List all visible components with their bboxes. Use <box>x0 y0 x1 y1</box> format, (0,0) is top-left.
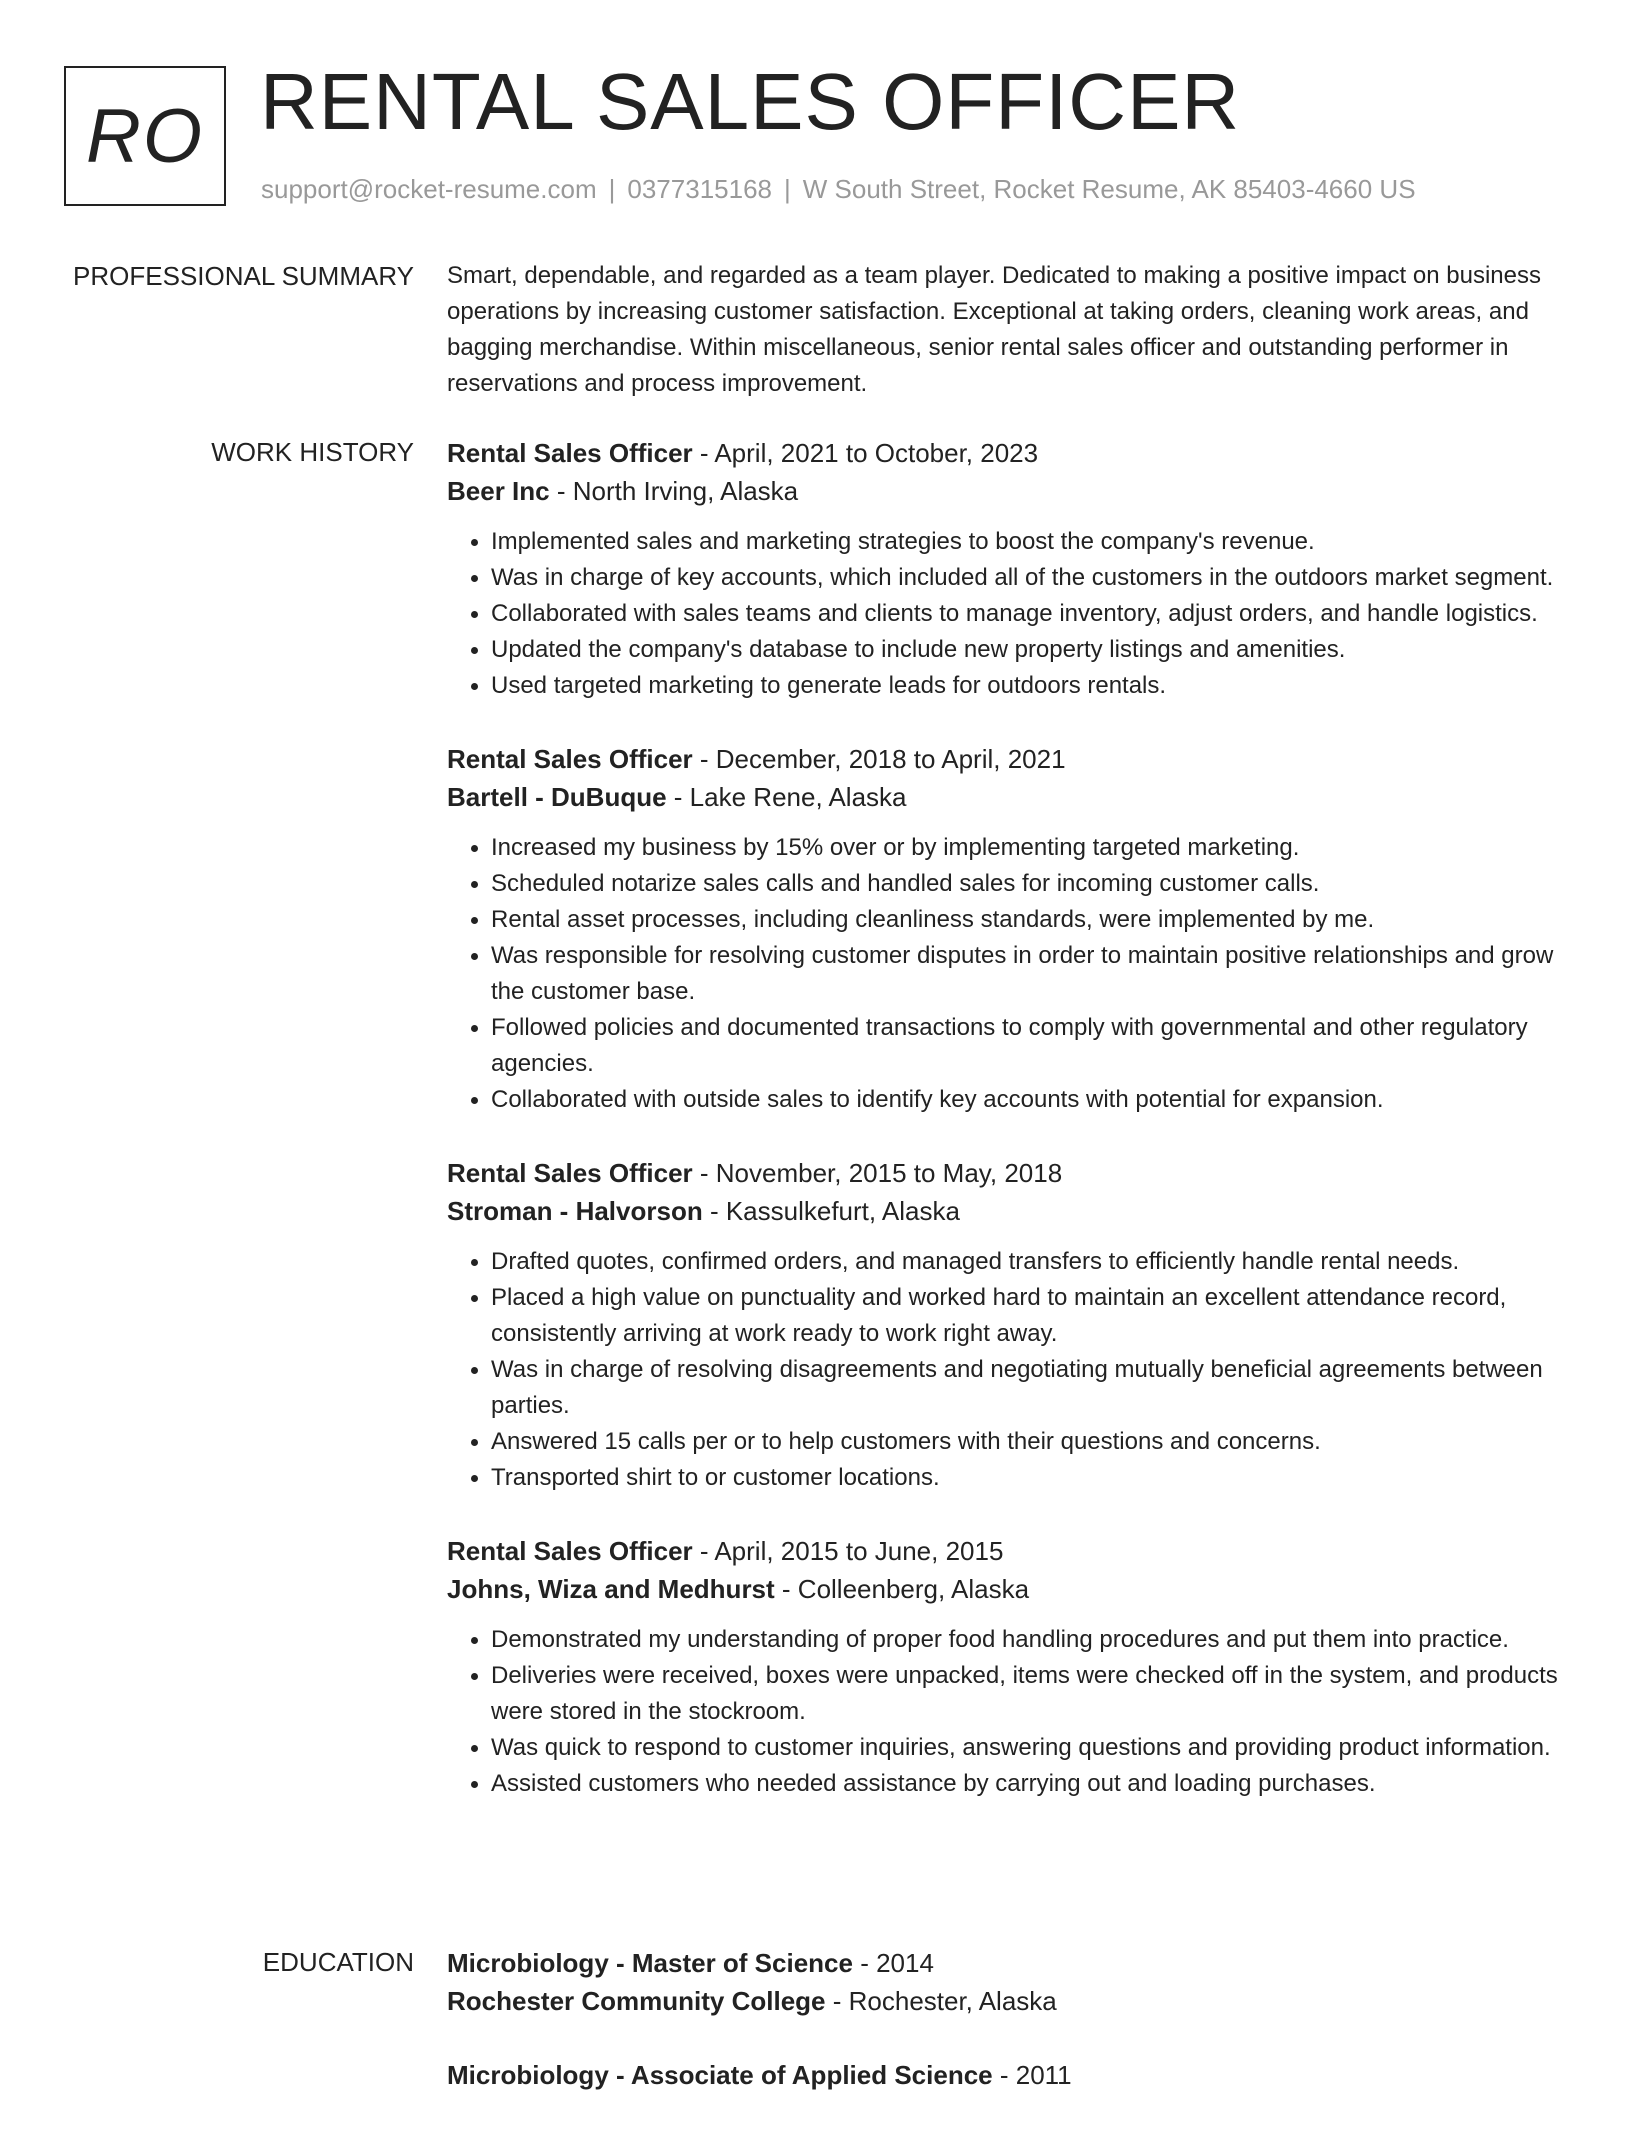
job-bullet: • Transported shirt to or customer locations. <box>491 1460 1567 1496</box>
job-title-line <box>447 1154 1567 1192</box>
job-title-line <box>447 434 1567 472</box>
job-title-line <box>447 740 1567 778</box>
education-degree-line <box>447 2056 1567 2094</box>
job-bullet: • Collaborated with outside sales to identify key accounts with potential for expansion. <box>491 1082 1567 1118</box>
job-company: Bartell - DuBuque <box>447 782 667 812</box>
job-bullet: • Was in charge of key accounts, which included all of the customers in the outdoors market segment. <box>491 560 1567 596</box>
job-bullet: • Deliveries were received, boxes were unpacked, items were checked off in the system, and products were stored in the stockroom. <box>491 1658 1567 1730</box>
education-school-line <box>447 1982 1567 2020</box>
job-company-line <box>447 472 1567 510</box>
job-bullet: • Was in charge of resolving disagreements and negotiating mutually beneficial agreements between parties. <box>491 1352 1567 1424</box>
job-role: Rental Sales Officer <box>447 1536 693 1566</box>
job-dates: - December, 2018 to April, 2021 <box>692 744 1066 774</box>
job-company-line <box>447 1570 1567 1608</box>
job-bullet: • Implemented sales and marketing strategies to boost the company's revenue. <box>491 524 1567 560</box>
job-dates: - April, 2015 to June, 2015 <box>692 1536 1004 1566</box>
education-degree: Microbiology - Master of Science <box>447 1948 853 1978</box>
education-year: - 2011 <box>992 2060 1072 2090</box>
job-bullet: • Answered 15 calls per or to help customers with their questions and concerns. <box>491 1424 1567 1460</box>
education-school: Rochester Community College <box>447 1986 826 2016</box>
education-list <box>447 1944 1567 2130</box>
job-bullet: • Assisted customers who needed assistance by carrying out and loading purchases. <box>491 1766 1567 1802</box>
job-bullet: • Used targeted marketing to generate leads for outdoors rentals. <box>491 668 1567 704</box>
job-company: Johns, Wiza and Medhurst <box>447 1574 775 1604</box>
section-title-summary: PROFESSIONAL SUMMARY <box>73 261 414 291</box>
job-title-line <box>447 1532 1567 1570</box>
job-bullet: • Followed policies and documented transactions to comply with governmental and other regulatory agencies. <box>491 1010 1567 1082</box>
job-location: - North Irving, Alaska <box>549 476 799 506</box>
job-bullet: • Rental asset processes, including cleanliness standards, were implemented by me. <box>491 902 1567 938</box>
job-bullet: • Collaborated with sales teams and clients to manage inventory, adjust orders, and handle logistics. <box>491 596 1567 632</box>
job-bullet: • Increased my business by 15% over or by implementing targeted marketing. <box>491 830 1567 866</box>
job-company: Stroman - Halvorson <box>447 1196 703 1226</box>
job-company-line <box>447 778 1567 816</box>
job-dates: - April, 2021 to October, 2023 <box>692 438 1039 468</box>
contact-separator: | <box>784 174 791 204</box>
job-entry <box>447 1532 1567 1802</box>
job-bullet: • Drafted quotes, confirmed orders, and managed transfers to efficiently handle rental needs. <box>491 1244 1567 1280</box>
job-role: Rental Sales Officer <box>447 1158 693 1188</box>
resume-title: RENTAL SALES OFFICER <box>260 57 1241 146</box>
monogram-badge: RO <box>64 66 226 206</box>
job-bullet-list <box>447 524 1567 704</box>
contact-separator: | <box>608 174 616 204</box>
job-bullet-list <box>447 1244 1567 1496</box>
education-degree: Microbiology - Associate of Applied Science <box>447 2060 993 2090</box>
job-list <box>447 434 1567 1838</box>
job-bullet-list <box>447 1622 1567 1802</box>
job-location: - Colleenberg, Alaska <box>774 1574 1030 1604</box>
summary-text: Smart, dependable, and regarded as a team player. Dedicated to making a positive impact on business operations by increasing customer satisfaction. Exceptional at taking orders, cleaning work areas, and bagging merchandise. Within miscellaneous, senior rental sales officer and outstanding performer in reservations and process improvement. <box>447 262 1541 397</box>
job-bullet-list <box>447 830 1567 1118</box>
education-entry <box>447 1944 1567 2020</box>
job-role: Rental Sales Officer <box>447 744 693 774</box>
job-bullet: • Was responsible for resolving customer disputes in order to maintain positive relationships and grow the customer base. <box>491 938 1567 1010</box>
resume-header <box>64 57 1568 214</box>
job-company: Beer Inc <box>447 476 550 506</box>
job-role: Rental Sales Officer <box>447 438 693 468</box>
section-title-work-history: WORK HISTORY <box>211 437 414 467</box>
contact-line <box>261 174 1416 205</box>
contact-email[interactable]: support@rocket-resume.com <box>261 174 597 204</box>
job-bullet: • Demonstrated my understanding of proper food handling procedures and put them into practice. <box>491 1622 1567 1658</box>
education-degree-line <box>447 1944 1567 1982</box>
education-year: - 2014 <box>852 1948 934 1978</box>
education-entry <box>447 2056 1567 2094</box>
job-location: - Lake Rene, Alaska <box>666 782 907 812</box>
contact-address: W South Street, Rocket Resume, AK 85403-4660 US <box>802 174 1416 204</box>
job-entry <box>447 740 1567 1118</box>
job-bullet: • Updated the company's database to include new property listings and amenities. <box>491 632 1567 668</box>
job-company-line <box>447 1192 1567 1230</box>
job-dates: - November, 2015 to May, 2018 <box>692 1158 1063 1188</box>
job-bullet: • Scheduled notarize sales calls and handled sales for incoming customer calls. <box>491 866 1567 902</box>
job-entry <box>447 1154 1567 1496</box>
contact-phone[interactable]: 0377315168 <box>627 174 772 204</box>
job-entry <box>447 434 1567 704</box>
job-bullet: • Was quick to respond to customer inquiries, answering questions and providing product information. <box>491 1730 1567 1766</box>
section-title-education: EDUCATION <box>262 1947 414 1977</box>
job-location: - Kassulkefurt, Alaska <box>702 1196 960 1226</box>
education-location: - Rochester, Alaska <box>825 1986 1057 2016</box>
job-bullet: • Placed a high value on punctuality and worked hard to maintain an excellent attendance record, consistently arriving at work ready to work right away. <box>491 1280 1567 1352</box>
